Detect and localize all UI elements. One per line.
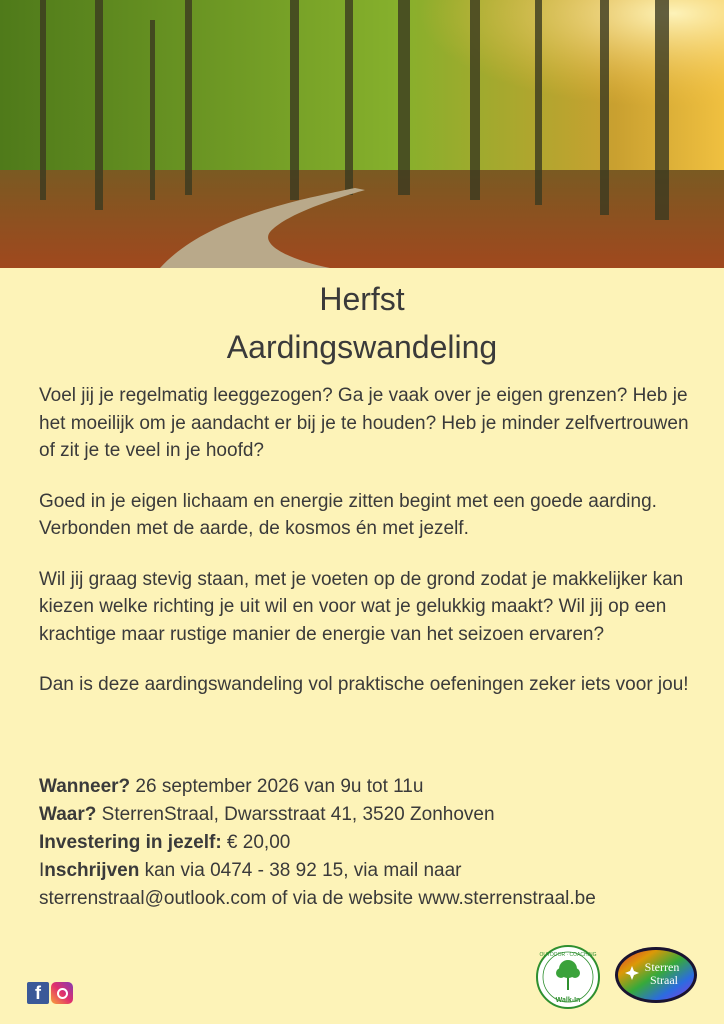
register-line <box>39 857 699 885</box>
social-icons <box>27 982 73 1004</box>
facebook-icon[interactable]: f <box>27 982 49 1004</box>
walkin-top-text: OUTDOOR · COACHING <box>539 952 597 958</box>
sterrenstraal-logo <box>614 946 698 1004</box>
straal-text: Straal <box>650 973 678 987</box>
when-line <box>39 773 699 801</box>
where-line <box>39 801 699 829</box>
when-label: Wanneer? <box>39 776 131 797</box>
body-text <box>39 382 699 722</box>
where-label: Waar? <box>39 804 97 825</box>
register-label: nschrijven <box>44 860 140 881</box>
cost-value: € 20,00 <box>221 832 291 853</box>
where-value: SterrenStraal, Dwarsstraat 41, 3520 Zonhoven <box>96 804 495 825</box>
paragraph-intro: Voel jij je regelmatig leeggezogen? Ga je vaak over je eigen grenzen? Heb je het moeilijk om je aandacht er bij je te houden? Heb je minder zelfvertrouwen of zit je te veel in je hoofd? <box>39 385 689 461</box>
walkin-logo <box>535 944 601 1010</box>
event-info <box>39 773 699 913</box>
register-value: kan via 0474 - 38 92 15, via mail naar <box>139 860 462 881</box>
cost-line <box>39 829 699 857</box>
register-contact[interactable]: sterrenstraal@outlook.com of via de website www.sterrenstraal.be <box>39 888 596 909</box>
title-line-2: Aardingswandeling <box>226 329 498 365</box>
register-initial: I <box>39 860 45 881</box>
walkin-bottom-text: Walk-In <box>555 997 581 1004</box>
when-value: 26 september 2026 van 9u tot 11u <box>130 776 424 797</box>
paragraph-offer: Dan is deze aardingswandeling vol praktische oefeningen zeker iets voor jou! <box>39 674 689 695</box>
sterren-text: Sterren <box>644 960 680 974</box>
paragraph-grounding: Goed in je eigen lichaam en energie zitten begint met een goede aarding. Verbonden met de aarde, de kosmos én met jezelf. <box>39 490 657 539</box>
title-line-1: Herfst <box>319 281 405 317</box>
paragraph-question: Wil jij graag stevig staan, met je voeten op de grond zodat je makkelijker kan kiezen welke richting je uit wil en voor wat je gelukkig maakt? Wil jij op een krachtige maar rustige manier de energie van het seizoen ervaren? <box>39 568 684 645</box>
hero-image <box>0 0 724 268</box>
instagram-icon[interactable] <box>51 982 73 1004</box>
cost-label: Investering in jezelf: <box>39 832 222 853</box>
